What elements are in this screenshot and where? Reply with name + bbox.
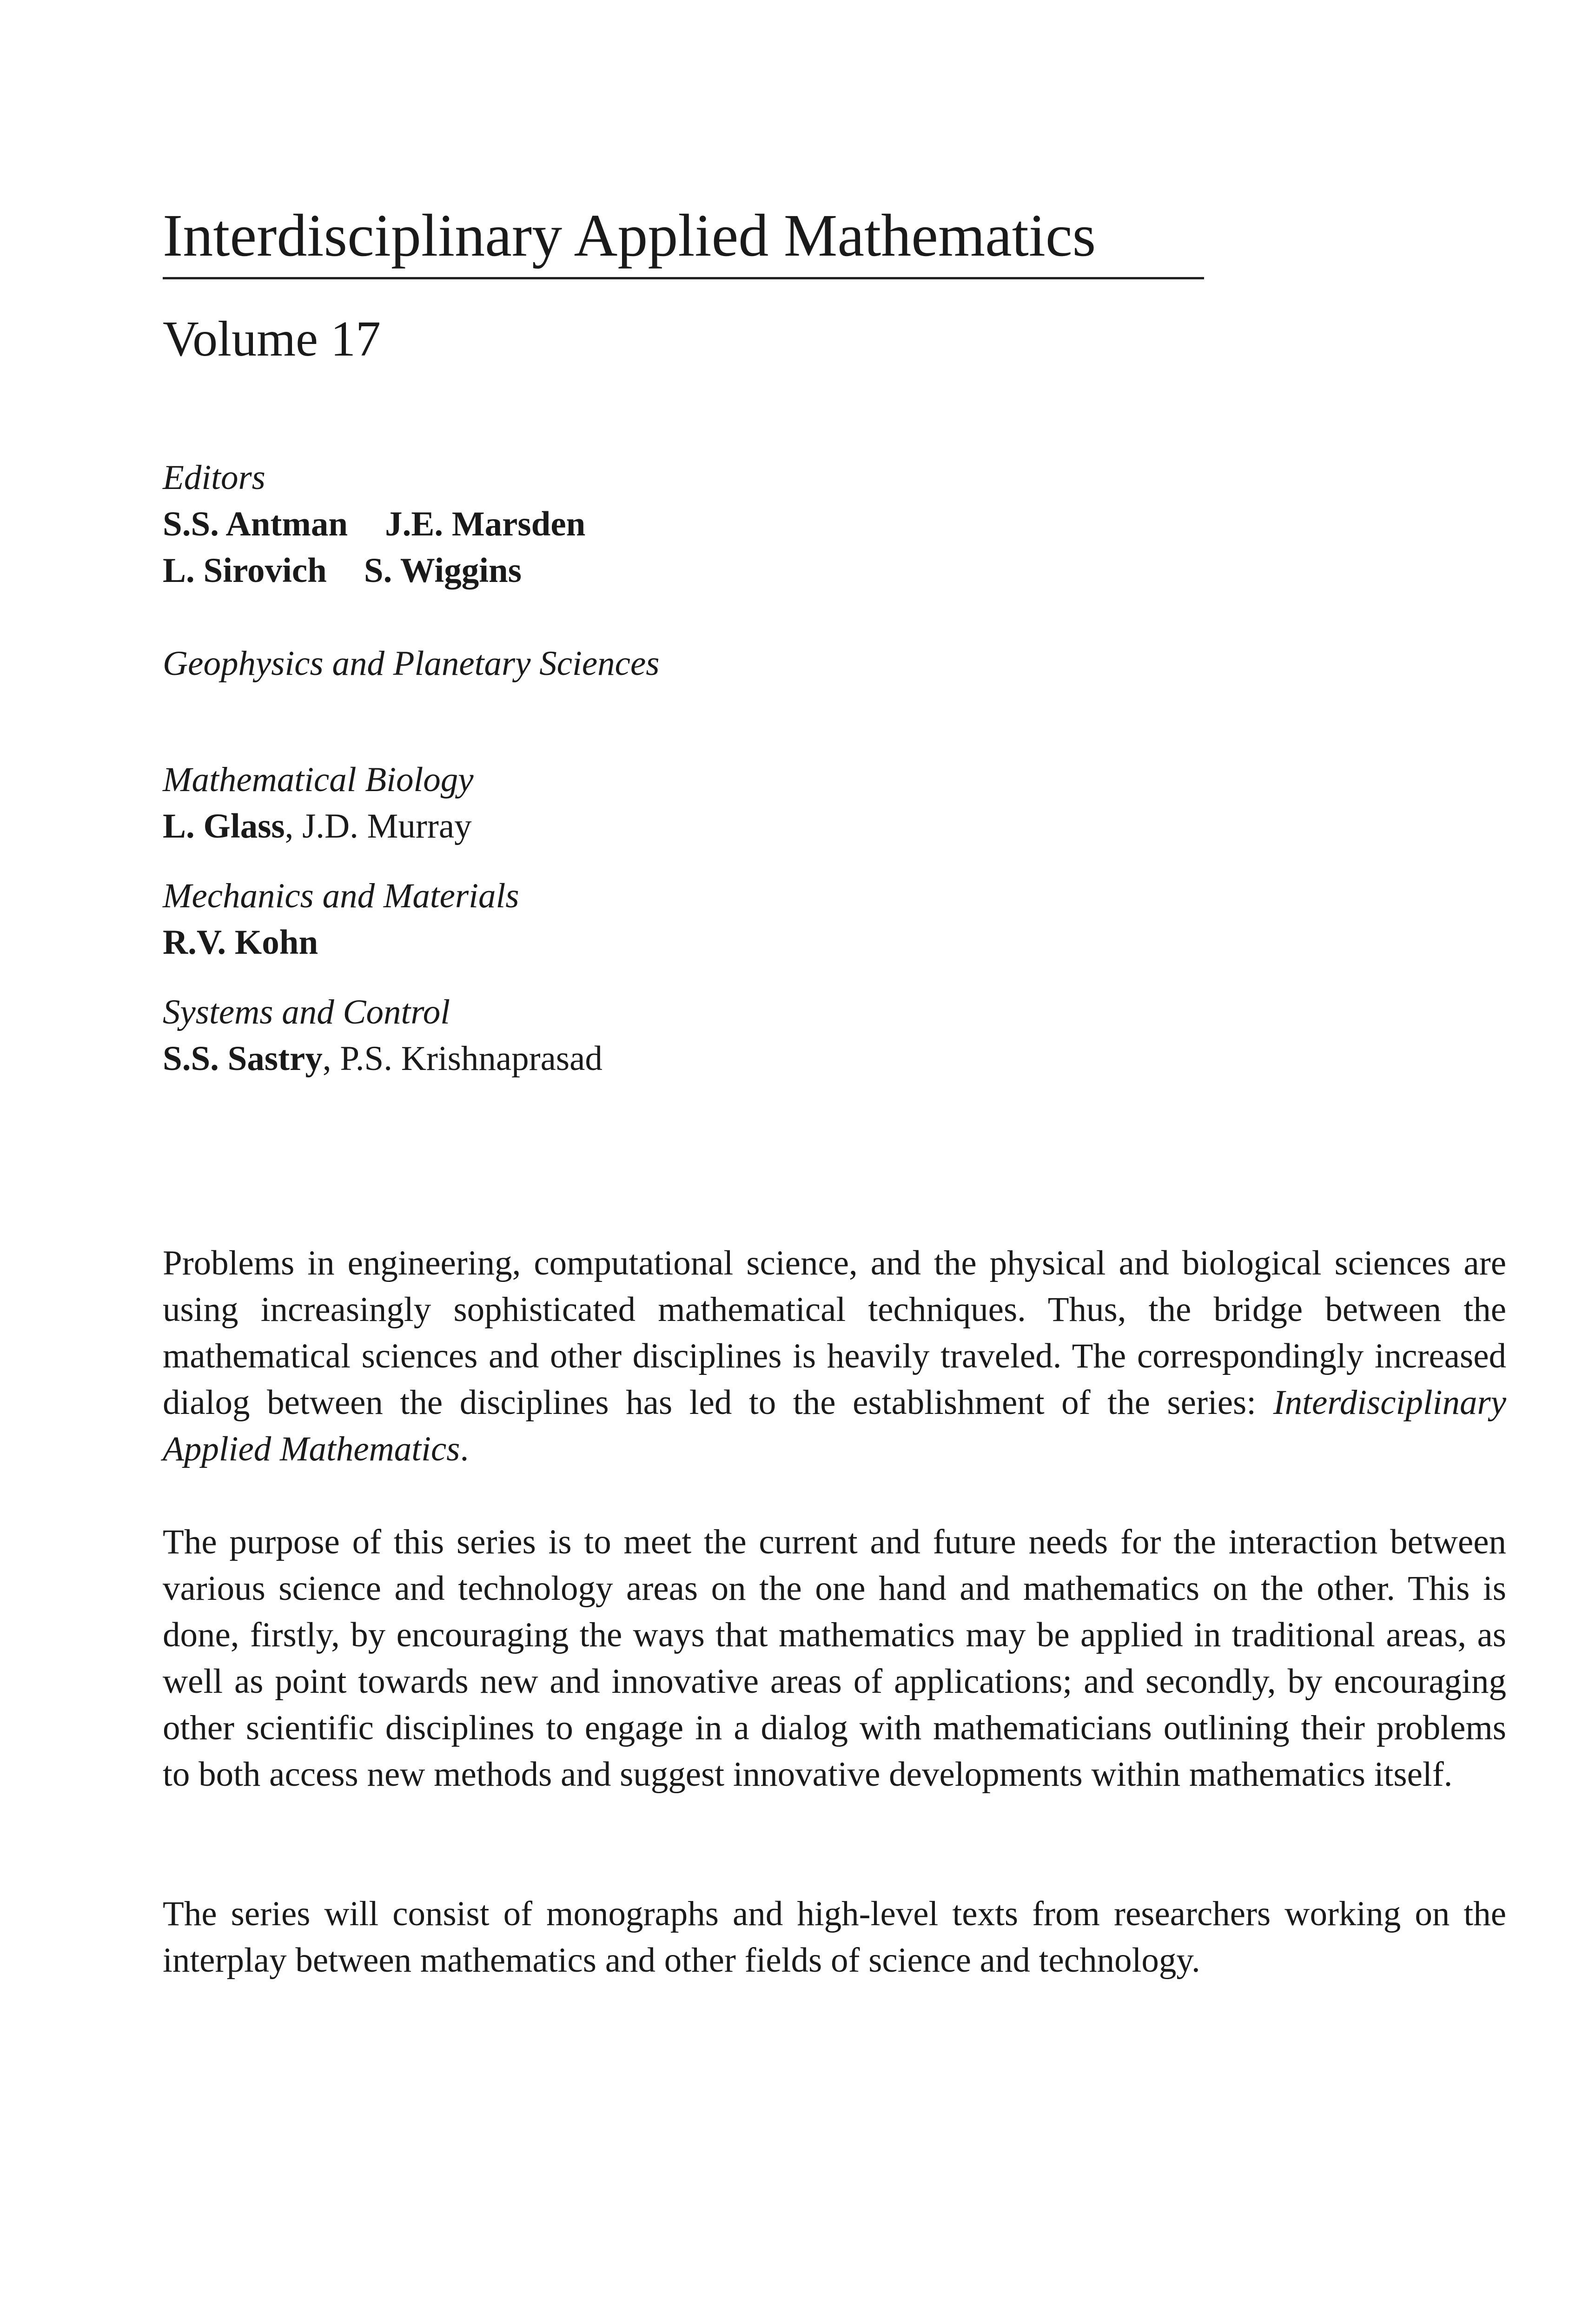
other-editors: , J.D. Murray xyxy=(285,807,472,845)
section-mechanics-materials xyxy=(163,873,519,966)
lead-editor: L. Glass xyxy=(163,807,285,845)
paragraph-end: . xyxy=(460,1430,469,1468)
series-description-paragraph-1 xyxy=(163,1240,1506,1472)
editors-block xyxy=(163,455,585,594)
lead-editor: R.V. Kohn xyxy=(163,923,318,962)
series-name-italic: Interdisciplinary Applied Mathematics xyxy=(163,1383,1506,1468)
series-title: Interdisciplinary Applied Mathematics xyxy=(163,202,1096,269)
editor-name: L. Sirovich xyxy=(163,551,327,590)
editors-row-2 xyxy=(163,548,585,594)
series-description-paragraph-2: The purpose of this series is to meet the current and future needs for the interaction between various science and technology areas on the one hand and mathematics on the other. This is done, firstly, by encouraging the ways that mathematics may be applied in traditional areas, as well as point towards new and innovative areas of applications; and secondly, by encouraging other scientific disciplines to engage in a dialog with mathematicians outlining their problems to both access new methods and suggest innovative developments within mathematics itself. xyxy=(163,1523,1506,1794)
section-editors xyxy=(163,919,519,966)
section-editors xyxy=(163,1036,602,1082)
other-editors: , P.S. Krishnaprasad xyxy=(322,1039,602,1078)
editors-heading: Editors xyxy=(163,458,265,497)
section-mathematical-biology xyxy=(163,757,474,850)
section-geophysics xyxy=(163,640,659,687)
paragraph-text: Problems in engineering, computational science, and the physical and biological sciences are using increasingly sophisticated mathematical techniques. Thus, the bridge between the mathematical sciences and other disciplines is heavily traveled. The correspondingly increased dialog between the disciplines has led to the establishment of the series: xyxy=(163,1244,1506,1422)
editor-name: S.S. Antman xyxy=(163,505,348,543)
section-heading: Systems and Control xyxy=(163,993,450,1031)
section-editors xyxy=(163,803,474,850)
volume-number: Volume 17 xyxy=(163,311,381,367)
lead-editor: S.S. Sastry xyxy=(163,1039,323,1078)
editors-row-1 xyxy=(163,501,585,548)
title-rule xyxy=(163,277,1204,279)
section-heading: Mechanics and Materials xyxy=(163,877,519,915)
editor-name: J.E. Marsden xyxy=(385,505,586,543)
series-description-paragraph-3: The series will consist of monographs and high-level texts from researchers working on the interplay between mathematics and other fields of science and technology. xyxy=(163,1895,1506,1980)
section-systems-control xyxy=(163,989,602,1082)
section-heading: Mathematical Biology xyxy=(163,760,474,799)
editor-name: S. Wiggins xyxy=(364,551,522,590)
section-heading: Geophysics and Planetary Sciences xyxy=(163,644,660,683)
